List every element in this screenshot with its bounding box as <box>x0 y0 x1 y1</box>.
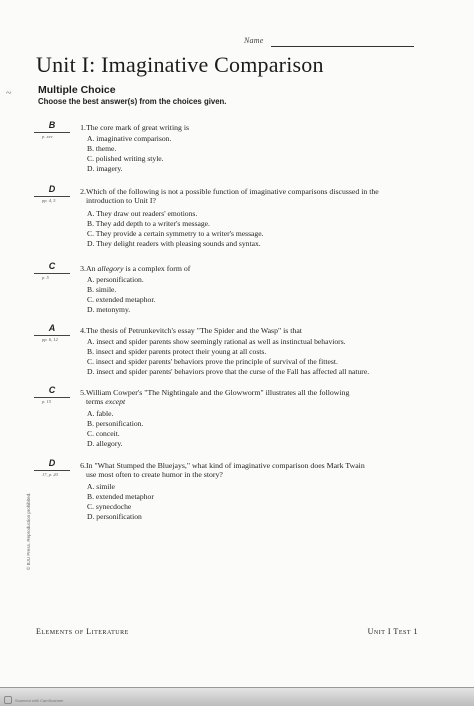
question-number: 2. <box>80 187 86 196</box>
page-reference: p. 5 <box>42 275 49 280</box>
footer-book-title: Elements of Literature <box>36 627 129 636</box>
answer-line <box>34 470 70 471</box>
choice-c: C. synecdoche <box>87 502 132 511</box>
copyright-notice: © BJU Press. Reproduction prohibited. <box>26 492 31 570</box>
page-reference: p. 15 <box>42 399 51 404</box>
scanner-label: Scanned with CamScanner <box>15 697 64 703</box>
choice-d: D. They delight readers with pleasing sounds and syntax. <box>87 239 261 248</box>
choice-c: C. extended metaphor. <box>87 295 156 304</box>
choice-d: D. insect and spider parents' behaviors prove that the curse of the Fall has affected all nature. <box>87 367 370 376</box>
page-reference: 17, p. 20 <box>42 472 58 477</box>
answer-mark: D <box>48 458 56 468</box>
question-text-part: is a complex form of <box>123 264 191 273</box>
choice-b: B. theme. <box>87 144 117 153</box>
choice-b: B. personification. <box>87 419 144 428</box>
question-text: The thesis of Petrunkevitch's essay "The Spider and the Wasp" is that <box>86 326 302 335</box>
question-term: except <box>105 397 126 407</box>
choice-a: A. fable. <box>87 409 114 418</box>
page-title: Unit I: Imaginative Comparison <box>36 52 324 77</box>
question-number: 6. <box>80 461 86 470</box>
answer-line <box>34 335 70 336</box>
choice-a: A. insect and spider parents show seemingly rational as well as instinctual behaviors. <box>87 337 346 346</box>
page-reference: p. xxv <box>42 134 53 139</box>
choice-a: A. They draw out readers' emotions. <box>87 209 198 218</box>
question-text: The core mark of great writing is <box>86 123 190 132</box>
choice-a: A. imaginative comparison. <box>87 134 172 143</box>
choice-b: B. extended metaphor <box>87 492 154 501</box>
question-text-part: William Cowper's "The Nightingale and the Glowworm" illustrates all the following terms <box>86 388 350 407</box>
question-text <box>86 388 356 407</box>
answer-mark: B <box>48 120 56 130</box>
question-text: In "What Stumped the Bluejays," what kind of imaginative comparison does Mark Twain use most often to create humor in the story? <box>86 461 365 480</box>
choice-d: D. metonymy. <box>87 305 131 314</box>
question-number: 1. <box>80 123 86 132</box>
choice-c: C. polished writing style. <box>87 154 164 163</box>
answer-line <box>34 273 70 274</box>
question-number: 4. <box>80 326 86 335</box>
choice-b: B. simile. <box>87 285 117 294</box>
name-underline <box>271 46 414 47</box>
choice-d: D. personification <box>87 512 142 521</box>
question-text-part: An <box>86 264 98 273</box>
footer-page-label: Unit I Test 1 <box>367 627 418 636</box>
section-heading: Multiple Choice <box>38 84 116 96</box>
name-label: Name <box>244 36 264 45</box>
question-text: Which of the following is not a possible function of imaginative comparisons discussed in the introduction to Unit I? <box>86 187 379 206</box>
scan-bottom-strip <box>0 688 474 706</box>
choice-a: A. personification. <box>87 275 144 284</box>
question-text <box>86 264 386 273</box>
choice-a: A. simile <box>87 482 115 491</box>
answer-mark: C <box>48 385 56 395</box>
answer-line <box>34 397 70 398</box>
question-number: 3. <box>80 264 86 273</box>
page-reference: pp. 4, 5 <box>42 198 56 203</box>
choice-c: C. insect and spider parents' behaviors prove the principle of survival of the fittest. <box>87 357 338 366</box>
answer-mark: A <box>48 323 56 333</box>
answer-mark: D <box>48 184 56 194</box>
choice-b: B. insect and spider parents protect their young at all costs. <box>87 347 267 356</box>
answer-mark: C <box>48 261 56 271</box>
answer-line <box>34 196 70 197</box>
scanner-logo-icon <box>4 696 12 704</box>
scanner-watermark <box>4 696 63 704</box>
choice-d: D. imagery. <box>87 164 123 173</box>
page-reference: pp. 6, 12 <box>42 337 58 342</box>
choice-c: C. They provide a certain symmetry to a writer's message. <box>87 229 264 238</box>
choice-c: C. conceit. <box>87 429 120 438</box>
instructions: Choose the best answer(s) from the choices given. <box>38 97 227 106</box>
choice-d: D. allegory. <box>87 439 123 448</box>
margin-mark: ~ <box>6 88 12 99</box>
answer-line <box>34 132 70 133</box>
choice-b: B. They add depth to a writer's message. <box>87 219 210 228</box>
name-field[interactable] <box>244 38 414 48</box>
question-term: allegory <box>97 264 124 273</box>
question-number: 5. <box>80 388 86 397</box>
